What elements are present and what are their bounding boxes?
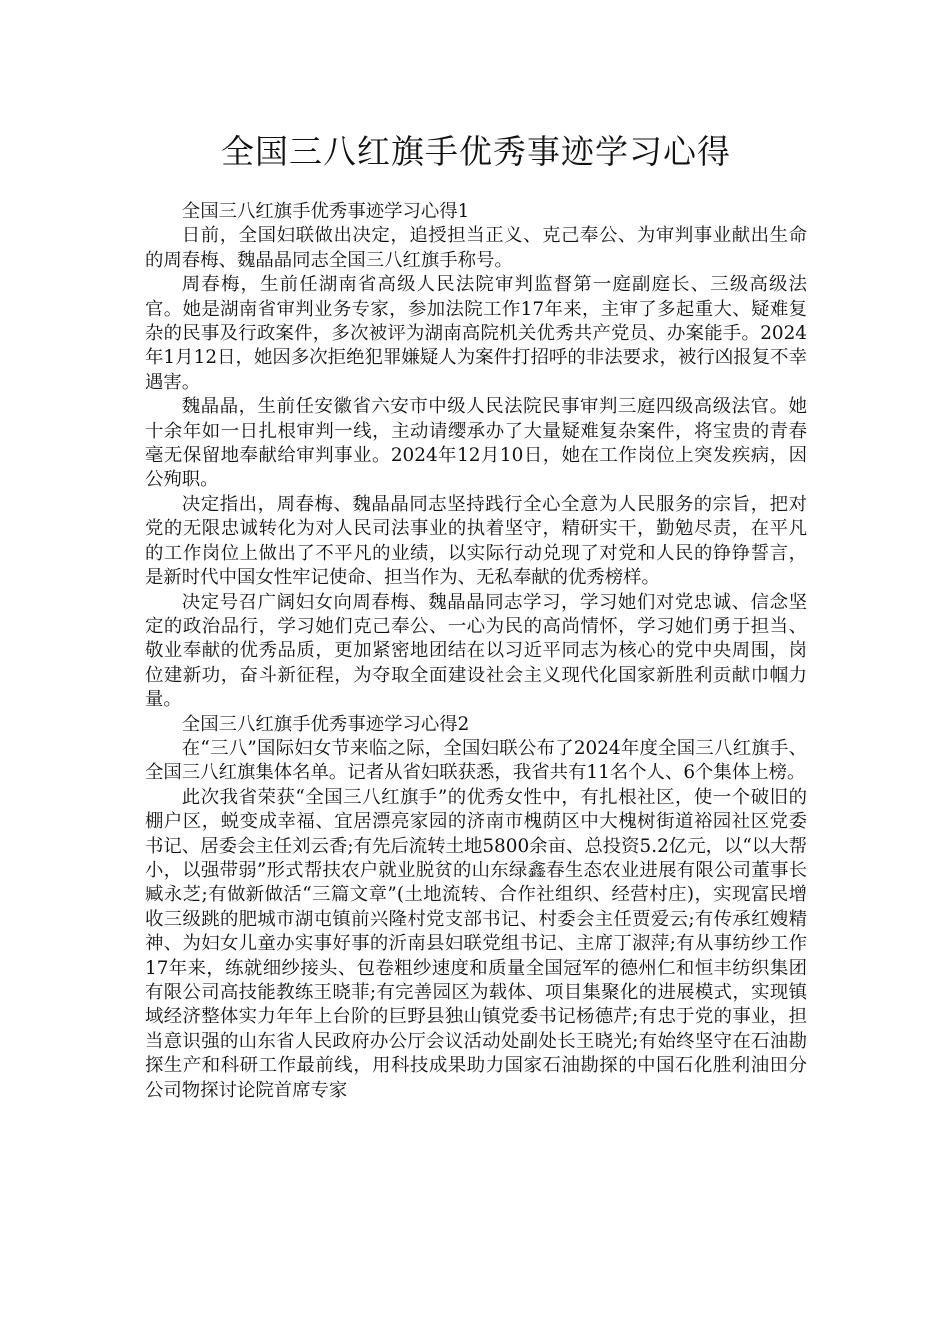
paragraph: 在“三八”国际妇女节来临之际，全国妇联公布了2024年度全国三八红旗手、全国三八红旗集体名单。记者从省妇联获悉，我省共有11名个人、6个集体上榜。 [145,737,807,784]
paragraph: 决定号召广阔妇女向周春梅、魏晶晶同志学习，学习她们对党忠诚、信念坚定的政治品行，学习她们克己奉公、一心为民的高尚情怀，学习她们勇于担当、敬业奉献的优秀品质，更加紧密地团结在以习近平同志为核心的党中央周围，岗位建新功，奋斗新征程，为夺取全面建设社会主义现代化国家新胜利贡献巾帼力量。 [145,591,807,711]
paragraph: 魏晶晶，生前任安徽省六安市中级人民法院民事审判三庭四级高级法官。她十余年如一日扎根审判一线，主动请缨承办了大量疑难复杂案件，将宝贵的青春毫无保留地奉献给审判事业。2024年12月10日，她在工作岗位上突发疾病，因公殉职。 [145,396,807,491]
section-heading-2: 全国三八红旗手优秀事迹学习心得2 [181,713,470,735]
paragraph: 决定指出，周春梅、魏晶晶同志坚持践行全心全意为人民服务的宗旨，把对党的无限忠诚转化为对人民司法事业的执着坚守，精研实干，勤勉尽责，在平凡的工作岗位上做出了不平凡的业绩，以实际行动兑现了对党和人民的铮铮誓言，是新时代中国女性牢记使命、担当作为、无私奉献的优秀榜样。 [145,493,807,589]
document-body [145,200,807,1103]
paragraph: 周春梅，生前任湖南省高级人民法院审判监督第一庭副庭长、三级高级法官。她是湖南省审判业务专家，参加法院工作17年来，主审了多起重大、疑难复杂的民事及行政案件，多次被评为湖南高院机关优秀共产党员、办案能手。2024年1月12日，她因多次拒绝犯罪嫌疑人为案件打招呼的非法要求，被行凶报复不幸遇害。 [145,274,807,393]
paragraph: 日前，全国妇联做出决定，追授担当正义、克己奉公、为审判事业献出生命的周春梅、魏晶晶同志全国三八红旗手称号。 [145,225,807,271]
document-title: 全国三八红旗手优秀事迹学习心得 [221,132,731,171]
section-heading-1: 全国三八红旗手优秀事迹学习心得1 [181,201,470,222]
paragraph: 此次我省荣获“全国三八红旗手”的优秀女性中，有扎根社区，使一个破旧的棚户区，蜕变成幸福、宜居漂亮家园的济南市槐荫区中大槐树街道裕园社区党委书记、居委会主任刘云香;有先后流转土地5800余亩、总投资5.2亿元，以“以大帮小，以强带弱”形式帮扶农户就业脱贫的山东绿鑫春生态农业进展有限公司董事长臧永芝;有做新做活“三篇文章”(土地流转、合作社组织、经营村庄)，实现富民增收三级跳的肥城市湖屯镇前兴隆村党支部书记、村委会主任贾爱云;有传承红嫂精神、为妇女儿童办实事好事的沂南县妇联党组书记、主席丁淑萍;有从事纺纱工作17年来，练就细纱接头、包卷粗纱速度和质量全国冠军的德州仁和恒丰纺织集团有限公司高技能教练王晓菲;有完善园区为载体、项目集聚化的进展模式，实现镇域经济整体实力年年上台阶的巨野县独山镇党委书记杨德芹;有忠于党的事业，担当意识强的山东省人民政府办公厅会议活动处副处长王晓光;有始终坚守在石油勘探生产和科研工作最前线，用科技成果助力国家石油勘探的中国石化胜利油田分公司物探讨论院首席专家 [145,786,807,1101]
document-page [145,0,807,1103]
